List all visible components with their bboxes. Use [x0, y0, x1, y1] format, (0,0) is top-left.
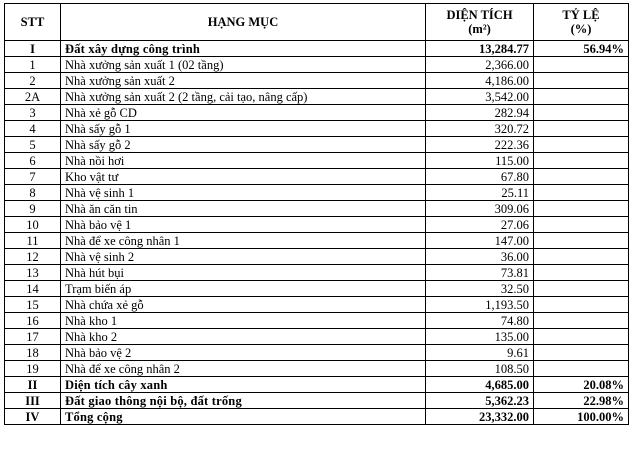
row-ratio: [534, 57, 629, 73]
row-area: 74.80: [426, 313, 534, 329]
table-body: [5, 41, 629, 425]
table-row: [5, 233, 629, 249]
row-item-name: Nhà vệ sinh 1: [61, 185, 426, 201]
row-stt: 16: [5, 313, 61, 329]
row-area: 4,685.00: [426, 377, 534, 393]
row-stt: 1: [5, 57, 61, 73]
row-ratio: [534, 185, 629, 201]
row-ratio: [534, 217, 629, 233]
row-stt: 12: [5, 249, 61, 265]
row-stt: 15: [5, 297, 61, 313]
row-item-name: Nhà kho 2: [61, 329, 426, 345]
row-ratio: [534, 313, 629, 329]
table-row: [5, 217, 629, 233]
row-area: 108.50: [426, 361, 534, 377]
row-item-name: Nhà hút bụi: [61, 265, 426, 281]
row-area: 67.80: [426, 169, 534, 185]
row-ratio: [534, 329, 629, 345]
row-area: 115.00: [426, 153, 534, 169]
row-item-name: Nhà xưởng sản xuất 2: [61, 73, 426, 89]
row-stt: 2A: [5, 89, 61, 105]
row-stt: I: [5, 41, 61, 57]
row-item-name: Trạm biến áp: [61, 281, 426, 297]
row-stt: 13: [5, 265, 61, 281]
row-stt: 9: [5, 201, 61, 217]
row-area: 4,186.00: [426, 73, 534, 89]
row-ratio: 56.94%: [534, 41, 629, 57]
row-item-name: Nhà xẻ gỗ CD: [61, 105, 426, 121]
row-stt: 18: [5, 345, 61, 361]
row-ratio: 100.00%: [534, 409, 629, 425]
land-use-table: [4, 3, 629, 425]
table-row: [5, 313, 629, 329]
table-row: [5, 121, 629, 137]
table-row: [5, 265, 629, 281]
header-ratio-unit: (%): [570, 22, 592, 36]
row-item-name: Nhà để xe công nhân 1: [61, 233, 426, 249]
row-ratio: [534, 89, 629, 105]
table-row: [5, 105, 629, 121]
row-ratio: [534, 233, 629, 249]
header-ratio-title: TỶ LỆ: [562, 8, 600, 22]
row-stt: II: [5, 377, 61, 393]
table-row: [5, 41, 629, 57]
row-area: 135.00: [426, 329, 534, 345]
row-area: 2,366.00: [426, 57, 534, 73]
row-ratio: [534, 105, 629, 121]
row-stt: III: [5, 393, 61, 409]
row-stt: IV: [5, 409, 61, 425]
row-ratio: [534, 297, 629, 313]
header-area: [426, 4, 534, 41]
row-item-name: Nhà ăn căn tin: [61, 201, 426, 217]
row-item-name: Nhà bảo vệ 1: [61, 217, 426, 233]
header-stt: STT: [5, 4, 61, 41]
row-item-name: Nhà chứa xẻ gỗ: [61, 297, 426, 313]
row-area: 13,284.77: [426, 41, 534, 57]
row-stt: 7: [5, 169, 61, 185]
table-row: [5, 137, 629, 153]
row-area: 73.81: [426, 265, 534, 281]
row-area: 9.61: [426, 345, 534, 361]
row-stt: 2: [5, 73, 61, 89]
table-row: [5, 393, 629, 409]
row-item-name: Nhà kho 1: [61, 313, 426, 329]
table-row: [5, 89, 629, 105]
row-stt: 8: [5, 185, 61, 201]
row-ratio: [534, 153, 629, 169]
row-item-name: Kho vật tư: [61, 169, 426, 185]
row-ratio: [534, 201, 629, 217]
row-area: 147.00: [426, 233, 534, 249]
row-area: 309.06: [426, 201, 534, 217]
table-header-row: [5, 4, 629, 41]
row-area: 27.06: [426, 217, 534, 233]
row-item-name: Nhà nồi hơi: [61, 153, 426, 169]
row-area: 3,542.00: [426, 89, 534, 105]
table-row: [5, 249, 629, 265]
row-stt: 10: [5, 217, 61, 233]
row-ratio: [534, 249, 629, 265]
row-stt: 11: [5, 233, 61, 249]
table-row: [5, 345, 629, 361]
row-stt: 4: [5, 121, 61, 137]
row-ratio: [534, 265, 629, 281]
header-area-title: DIỆN TÍCH: [446, 8, 513, 22]
row-ratio: [534, 137, 629, 153]
row-item-name: Nhà bảo vệ 2: [61, 345, 426, 361]
row-item-name: Tổng cộng: [61, 409, 426, 425]
row-ratio: [534, 73, 629, 89]
row-item-name: Nhà để xe công nhân 2: [61, 361, 426, 377]
table-row: [5, 169, 629, 185]
row-stt: 5: [5, 137, 61, 153]
table-row: [5, 281, 629, 297]
row-ratio: [534, 281, 629, 297]
row-area: 36.00: [426, 249, 534, 265]
table-row: [5, 185, 629, 201]
row-ratio: [534, 345, 629, 361]
row-stt: 6: [5, 153, 61, 169]
table-row: [5, 201, 629, 217]
row-ratio: 20.08%: [534, 377, 629, 393]
table-row: [5, 73, 629, 89]
row-stt: 17: [5, 329, 61, 345]
row-ratio: [534, 121, 629, 137]
row-ratio: [534, 361, 629, 377]
row-stt: 3: [5, 105, 61, 121]
row-item-name: Nhà vệ sinh 2: [61, 249, 426, 265]
row-item-name: Nhà xưởng sản xuất 1 (02 tầng): [61, 57, 426, 73]
row-ratio: [534, 169, 629, 185]
header-area-unit: (m²): [468, 22, 491, 36]
row-stt: 19: [5, 361, 61, 377]
row-area: 320.72: [426, 121, 534, 137]
table-row: [5, 377, 629, 393]
row-item-name: Diện tích cây xanh: [61, 377, 426, 393]
land-use-table-container: [4, 3, 628, 425]
row-area: 32.50: [426, 281, 534, 297]
table-row: [5, 409, 629, 425]
row-area: 23,332.00: [426, 409, 534, 425]
row-stt: 14: [5, 281, 61, 297]
row-area: 25.11: [426, 185, 534, 201]
table-row: [5, 297, 629, 313]
table-row: [5, 57, 629, 73]
row-area: 222.36: [426, 137, 534, 153]
row-item-name: Nhà sấy gỗ 2: [61, 137, 426, 153]
row-item-name: Nhà xưởng sản xuất 2 (2 tầng, cải tạo, nâng cấp): [61, 89, 426, 105]
table-row: [5, 329, 629, 345]
row-item-name: Đất xây dựng công trình: [61, 41, 426, 57]
table-row: [5, 361, 629, 377]
row-item-name: Đất giao thông nội bộ, đất trống: [61, 393, 426, 409]
row-item-name: Nhà sấy gỗ 1: [61, 121, 426, 137]
row-ratio: 22.98%: [534, 393, 629, 409]
row-area: 5,362.23: [426, 393, 534, 409]
header-ratio: [534, 4, 629, 41]
header-item: HẠNG MỤC: [61, 4, 426, 41]
row-area: 282.94: [426, 105, 534, 121]
table-row: [5, 153, 629, 169]
row-area: 1,193.50: [426, 297, 534, 313]
